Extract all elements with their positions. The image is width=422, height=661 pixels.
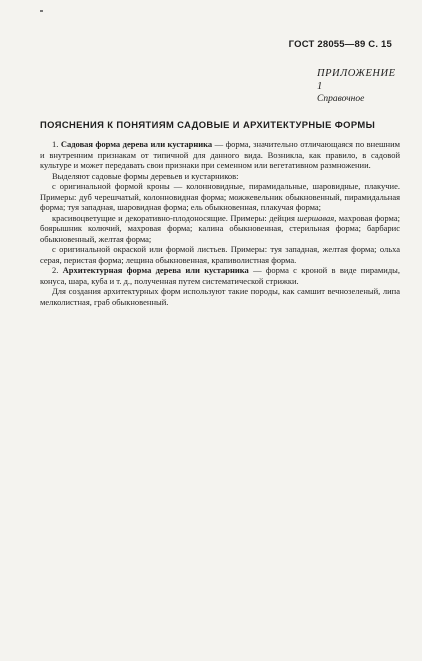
paragraph-crown-forms: с оригинальной формой кроны — колонновидные, пирамидальные, шаровидные, плакучие. Примеры: дуб черешчатый, колонновидная форма; можжевельник обыкновенный, пирамидальная форма; туя западная, шаровидная форма; ель обыкновенная, плакучая форма; xyxy=(40,181,400,212)
section-heading: ПОЯСНЕНИЯ К ПОНЯТИЯМ САДОВЫЕ И АРХИТЕКТУРНЫЕ ФОРМЫ xyxy=(40,119,376,130)
appendix-label xyxy=(317,67,397,106)
definition-text: — форма с кроной в виде пирамиды, конуса, шара, куба и т. д., полученная путем систематической стрижки. xyxy=(40,265,400,286)
text-run: , махровая форма; боярышник колючий, махровая форма; калина обыкновенная, стерильная форма; барбарис обыкновенный, желтая форма; xyxy=(40,212,401,244)
paragraph-number: 2. xyxy=(52,265,59,275)
paragraph-leaf-forms: с оригинальной окраской или формой листьев. Примеры: туя западная, желтая форма; ольха серая, перистая форма; лещина обыкновенная, крапиволистная форма. xyxy=(40,244,400,265)
defined-term: Садовая форма дерева или кустарника xyxy=(60,139,213,149)
paragraph-definition-1 xyxy=(40,139,400,171)
text-run: красивоцветущие и декоративно-плодоносящие. Примеры: дейция xyxy=(52,212,298,223)
standard-page-stamp: ГОСТ 28055—89 С. 15 xyxy=(288,39,392,50)
paragraph-closing: Для создания архитектурных форм используют такие породы, как самшит вечнозеленый, липа мелколистная, граб обыкновенный. xyxy=(40,286,400,307)
defined-term: Архитектурная форма дерева или кустарника xyxy=(62,265,249,275)
italic-text-run: шершавая xyxy=(297,212,335,223)
paragraph-number: 1. xyxy=(52,139,59,149)
definition-text: — форма, значительно отличающаяся по внешним и внутренним признакам от типичной для данного вида. Возникла, как правило, в садовой культуре и может передавать свои признаки при семенном или вегетативном размножении. xyxy=(40,139,401,170)
paragraph-intro: Выделяют садовые формы деревьев и кустарников: xyxy=(52,170,239,181)
document-body xyxy=(40,139,400,307)
scan-mark xyxy=(40,10,43,12)
appendix-title: ПРИЛОЖЕНИЕ 1 xyxy=(317,68,396,92)
appendix-note: Справочное xyxy=(317,94,365,104)
paragraph-definition-2 xyxy=(40,265,400,286)
paragraph-flowering-forms xyxy=(40,213,400,245)
